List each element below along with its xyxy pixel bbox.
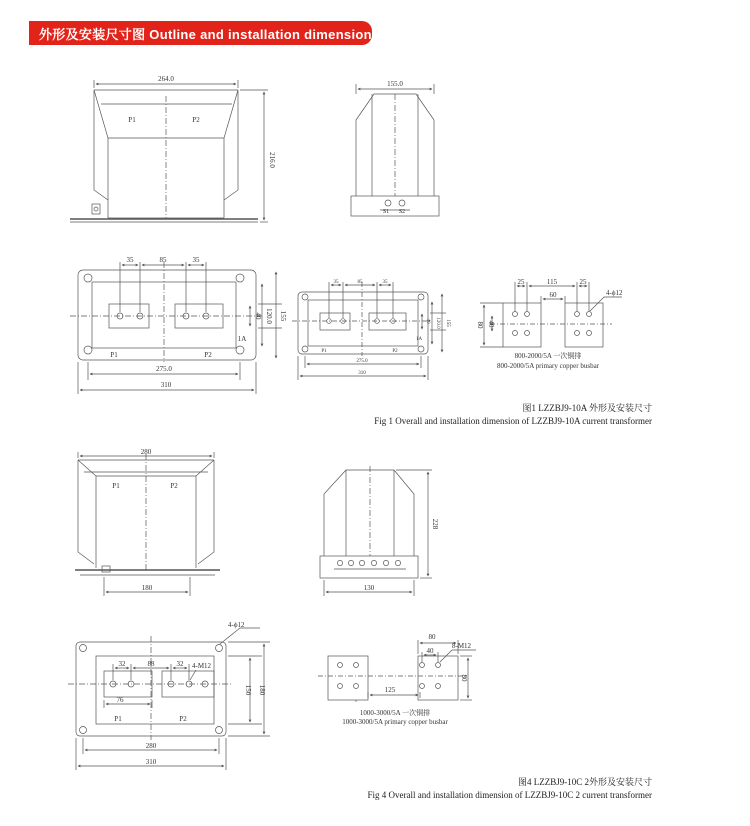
- fig1-side-s1: S1: [382, 209, 390, 215]
- fig1-plan-small-dim-155: 155: [445, 319, 450, 327]
- fig4-front-view: [75, 452, 220, 596]
- fig4-plan-dim-310: 310: [145, 758, 157, 766]
- fig1-plan-small-dim-310: 310: [358, 371, 366, 376]
- fig4-plan-dim-32a: 32: [118, 660, 126, 668]
- fig1-front-p1: P1: [128, 116, 136, 124]
- fig1-side-s2: S2: [398, 209, 406, 215]
- fig4-front-p1: P1: [112, 482, 120, 490]
- fig1-plan-small-dim-275: 275.0: [356, 359, 368, 364]
- fig4-front-width-dim: 280: [140, 448, 152, 456]
- fig1-plan-p1: P1: [110, 351, 118, 359]
- fig4-busbar-label-en: 1000-3000/5A primary copper busbar: [342, 718, 448, 726]
- fig4-busbar-dim-40: 40: [426, 647, 434, 655]
- fig1-plan-dim-85: 85: [159, 256, 167, 264]
- fig1-plan-small-dim-120: 120.0: [435, 317, 440, 329]
- fig1-plan-p2: P2: [204, 351, 212, 359]
- fig4-side-bottom-dim: 130: [363, 584, 375, 592]
- fig4-front-p2: P2: [170, 482, 178, 490]
- fig1-plan-dim-35b: 35: [192, 256, 200, 264]
- fig4-caption-en: Fig 4 Overall and installation dimension of LZZBJ9-10C 2 current transformer: [367, 790, 652, 800]
- fig4-plan-dim-150: 150: [244, 684, 252, 696]
- fig1-caption: [374, 402, 652, 428]
- fig4-caption-cn: 图4 LZZBJ9-10C 2外形及安装尺寸: [518, 777, 652, 787]
- fig1-plan-dim-310: 310: [160, 381, 172, 389]
- fig1-plan-mark-1a: 1A: [237, 335, 247, 343]
- fig4-busbar-dim-125: 125: [384, 686, 396, 694]
- fig1-front-p2: P2: [192, 116, 200, 124]
- fig4-plan-dim-76: 76: [116, 696, 124, 704]
- fig4-front-bottom-dim: 180: [141, 584, 153, 592]
- fig1-plan-dim-120: 120.0: [265, 308, 273, 324]
- fig1-busbar-dim-25a: 25: [517, 278, 525, 286]
- fig1-plan-small-p2: P2: [392, 349, 398, 354]
- fig1-plan-dim-35a: 35: [126, 256, 134, 264]
- fig4-plan-dim-280: 280: [145, 742, 157, 750]
- fig1-plan-view: [70, 262, 282, 394]
- fig4-plan-dim-88: 88: [147, 660, 155, 668]
- fig1-plan-view-small: [292, 282, 446, 380]
- section-title: 外形及安装尺寸图 Outline and installation dimension: [39, 27, 372, 42]
- fig4-plan-dim-180: 180: [258, 684, 266, 696]
- fig1-plan-small-dim-85: 85: [357, 280, 363, 285]
- fig1-busbar-dim-25b: 25: [579, 278, 587, 286]
- fig1-front-width-dim: 264.0: [158, 75, 174, 83]
- fig1-busbar-dim-115: 115: [546, 278, 558, 286]
- fig1-busbar-label-cn: 800-2000/5A 一次铜排: [514, 352, 582, 360]
- fig1-plan-dim-155: 155: [279, 310, 287, 322]
- fig4-busbar-label-cn: 1000-3000/5A 一次铜排: [359, 709, 431, 717]
- fig1-plan-small-mark-1a: 1A: [415, 337, 423, 342]
- fig1-busbar-dim-60: 60: [549, 291, 557, 299]
- fig1-side-view: [351, 84, 439, 216]
- fig1-busbar-holes: 4-ϕ12: [606, 289, 623, 297]
- fig1-front-height-dim: 216.0: [268, 152, 276, 168]
- fig4-busbar-thread: 8-M12: [452, 642, 472, 650]
- fig1-caption-cn: 图1 LZZBJ9-10A 外形及安装尺寸: [522, 403, 652, 413]
- fig4-plan-view: [68, 628, 270, 770]
- fig1-plan-small-dim-35b: 35: [382, 280, 388, 285]
- fig1-busbar-label-en: 800-2000/5A primary copper busbar: [496, 362, 600, 370]
- fig1-caption-en: Fig 1 Overall and installation dimension of LZZBJ9-10A current transformer: [374, 416, 652, 426]
- fig1-side-width-dim: 155.0: [387, 80, 403, 88]
- fig4-plan-thread: 4-M12: [192, 662, 212, 670]
- fig4-side-height-dim: 228: [431, 518, 439, 530]
- fig4-side-view: [320, 466, 432, 596]
- fig1-plan-small-dim-35a: 35: [333, 280, 339, 285]
- fig1-plan-dim-275: 275.0: [156, 365, 172, 373]
- fig1-plan-small-p1: P1: [321, 349, 327, 354]
- fig1-plan-dim-40: 40: [254, 312, 262, 320]
- fig4-plan-p2: P2: [179, 715, 187, 723]
- fig4-caption: [368, 776, 652, 802]
- fig1-plan-small-dim-40: 40: [425, 318, 430, 324]
- fig4-plan-dim-32b: 32: [176, 660, 184, 668]
- fig1-front-view: [70, 80, 268, 222]
- fig4-busbar-dim-80b: 80: [460, 674, 468, 682]
- fig4-busbar-dim-80a: 80: [428, 633, 436, 641]
- fig1-busbar-dim-80: 80: [476, 321, 484, 329]
- fig4-plan-p1: P1: [114, 715, 122, 723]
- fig1-busbar-dim-40: 40: [487, 320, 495, 328]
- fig4-plan-holes: 4-ϕ12: [228, 621, 245, 629]
